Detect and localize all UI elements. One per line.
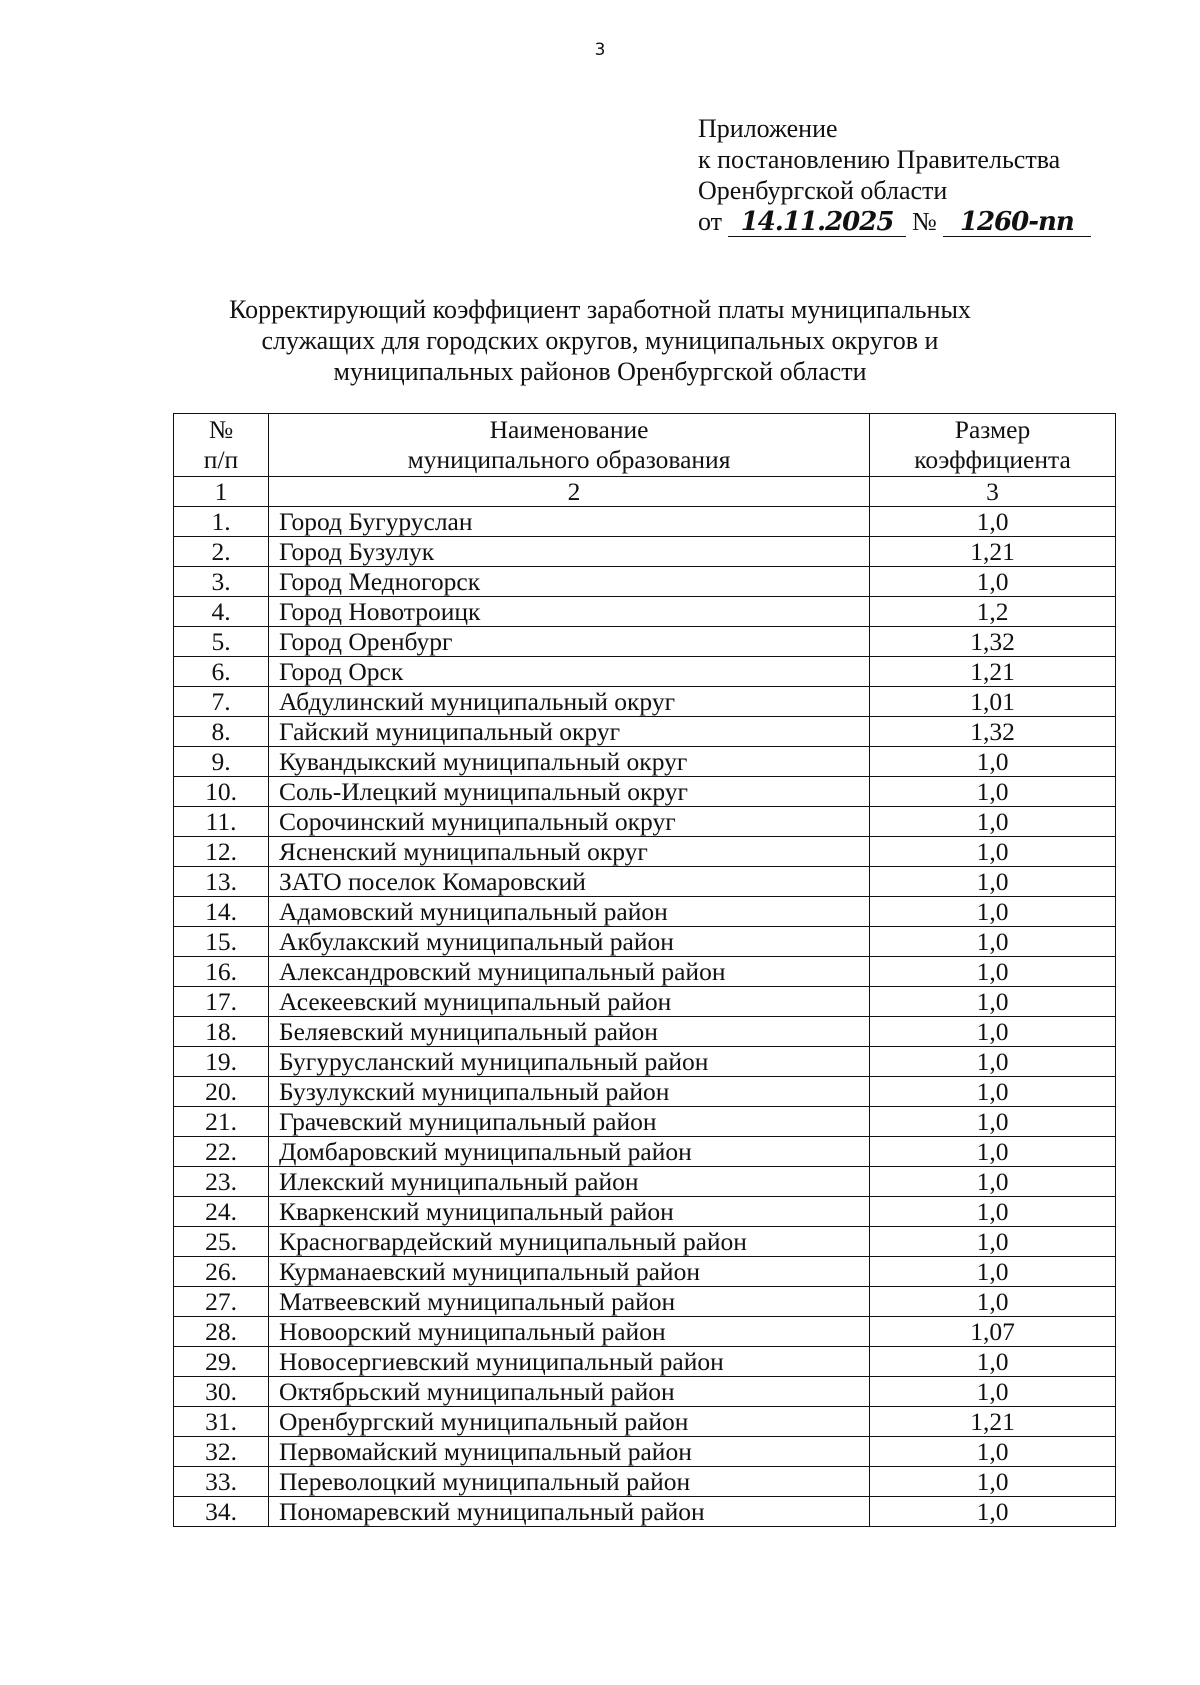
municipality-name-cell: Октябрьский муниципальный район xyxy=(269,1377,870,1407)
coefficient-cell: 1,21 xyxy=(870,537,1116,567)
handwritten-number: 1260-пп xyxy=(943,208,1091,237)
header-coefficient-line-1: Размер xyxy=(954,415,1031,444)
header-number xyxy=(174,414,269,477)
row-number-cell: 21. xyxy=(174,1107,269,1137)
coefficient-cell: 1,0 xyxy=(870,1197,1116,1227)
municipality-name-cell: Абдулинский муниципальный округ xyxy=(269,687,870,717)
table-row xyxy=(174,1077,1116,1107)
table-row xyxy=(174,1167,1116,1197)
row-number-cell: 20. xyxy=(174,1077,269,1107)
municipality-name-cell: Адамовский муниципальный район xyxy=(269,897,870,927)
header-number-line-2: п/п xyxy=(203,445,239,474)
coefficient-cell: 1,0 xyxy=(870,987,1116,1017)
municipality-name-cell: Беляевский муниципальный район xyxy=(269,1017,870,1047)
municipality-name-cell: Красногвардейский муниципальный район xyxy=(269,1227,870,1257)
row-number-cell: 4. xyxy=(174,597,269,627)
coefficient-cell: 1,32 xyxy=(870,627,1116,657)
coefficient-cell: 1,0 xyxy=(870,1077,1116,1107)
table-row xyxy=(174,867,1116,897)
row-number-cell: 10. xyxy=(174,777,269,807)
coefficient-cell: 1,0 xyxy=(870,927,1116,957)
table-row xyxy=(174,567,1116,597)
municipality-name-cell: Город Новотроицк xyxy=(269,597,870,627)
row-number-cell: 6. xyxy=(174,657,269,687)
table-row xyxy=(174,1137,1116,1167)
municipality-name-cell: Пономаревский муниципальный район xyxy=(269,1497,870,1527)
row-number-cell: 3. xyxy=(174,567,269,597)
municipality-name-cell: Матвеевский муниципальный район xyxy=(269,1287,870,1317)
title-line-3: муниципальных районов Оренбургской области xyxy=(333,357,867,386)
coefficient-cell: 1,0 xyxy=(870,897,1116,927)
coefficient-cell: 1,0 xyxy=(870,1047,1116,1077)
table-row xyxy=(174,927,1116,957)
table-row xyxy=(174,747,1116,777)
municipality-name-cell: Сорочинский муниципальный округ xyxy=(269,807,870,837)
table-row xyxy=(174,1107,1116,1137)
row-number-cell: 14. xyxy=(174,897,269,927)
coefficient-cell: 1,0 xyxy=(870,1467,1116,1497)
coefficient-cell: 1,01 xyxy=(870,687,1116,717)
table-row xyxy=(174,1047,1116,1077)
appendix-title: Приложение xyxy=(698,114,838,143)
municipality-name-cell: Новосергиевский муниципальный район xyxy=(269,1347,870,1377)
municipality-name-cell: Город Бугуруслан xyxy=(269,507,870,537)
municipality-name-cell: Оренбургский муниципальный район xyxy=(269,1407,870,1437)
municipality-name-cell: Первомайский муниципальный район xyxy=(269,1437,870,1467)
coefficient-cell: 1,0 xyxy=(870,777,1116,807)
row-number-cell: 15. xyxy=(174,927,269,957)
municipality-name-cell: Ясненский муниципальный округ xyxy=(269,837,870,867)
header-name-line-2: муниципального образования xyxy=(407,445,731,474)
row-number-cell: 30. xyxy=(174,1377,269,1407)
municipality-name-cell: ЗАТО поселок Комаровский xyxy=(269,867,870,897)
coefficient-cell: 1,0 xyxy=(870,867,1116,897)
table-row xyxy=(174,537,1116,567)
row-number-cell: 27. xyxy=(174,1287,269,1317)
coefficient-table xyxy=(173,413,1116,1527)
table-header-row xyxy=(174,414,1116,477)
table-row xyxy=(174,777,1116,807)
coefficient-cell: 1,0 xyxy=(870,1017,1116,1047)
appendix-resolution-line: к постановлению Правительства xyxy=(698,145,1061,174)
row-number-cell: 1. xyxy=(174,507,269,537)
appendix-date-number-line xyxy=(698,206,1168,237)
coefficient-cell: 1,0 xyxy=(870,1137,1116,1167)
coefficient-cell: 1,0 xyxy=(870,507,1116,537)
municipality-name-cell: Курманаевский муниципальный район xyxy=(269,1257,870,1287)
municipality-name-cell: Переволоцкий муниципальный район xyxy=(269,1467,870,1497)
table-row xyxy=(174,987,1116,1017)
table-row xyxy=(174,717,1116,747)
municipality-name-cell: Город Оренбург xyxy=(269,627,870,657)
coefficient-cell: 1,07 xyxy=(870,1317,1116,1347)
table-row xyxy=(174,1437,1116,1467)
table-row xyxy=(174,1017,1116,1047)
coefficient-cell: 1,0 xyxy=(870,807,1116,837)
title-line-1: Корректирующий коэффициент заработной платы муниципальных xyxy=(229,295,971,324)
municipality-name-cell: Бугурусланский муниципальный район xyxy=(269,1047,870,1077)
column-number-cell: 3 xyxy=(870,477,1116,507)
row-number-cell: 8. xyxy=(174,717,269,747)
table-row xyxy=(174,1497,1116,1527)
coefficient-cell: 1,0 xyxy=(870,1347,1116,1377)
row-number-cell: 23. xyxy=(174,1167,269,1197)
table-row xyxy=(174,597,1116,627)
table-row xyxy=(174,627,1116,657)
row-number-cell: 18. xyxy=(174,1017,269,1047)
municipality-name-cell: Асекеевский муниципальный район xyxy=(269,987,870,1017)
from-label: от xyxy=(698,207,723,236)
row-number-cell: 5. xyxy=(174,627,269,657)
row-number-cell: 24. xyxy=(174,1197,269,1227)
municipality-name-cell: Соль-Илецкий муниципальный округ xyxy=(269,777,870,807)
municipality-name-cell: Город Медногорск xyxy=(269,567,870,597)
row-number-cell: 13. xyxy=(174,867,269,897)
municipality-name-cell: Акбулакский муниципальный район xyxy=(269,927,870,957)
header-name-line-1: Наименование xyxy=(489,415,649,444)
row-number-cell: 22. xyxy=(174,1137,269,1167)
table-row xyxy=(174,807,1116,837)
row-number-cell: 32. xyxy=(174,1437,269,1467)
municipality-name-cell: Илекский муниципальный район xyxy=(269,1167,870,1197)
table-row xyxy=(174,1467,1116,1497)
coefficient-cell: 1,32 xyxy=(870,717,1116,747)
table-row xyxy=(174,1377,1116,1407)
row-number-cell: 34. xyxy=(174,1497,269,1527)
coefficient-cell: 1,0 xyxy=(870,567,1116,597)
row-number-cell: 17. xyxy=(174,987,269,1017)
coefficient-cell: 1,21 xyxy=(870,657,1116,687)
page-number: 3 xyxy=(594,40,606,60)
row-number-cell: 9. xyxy=(174,747,269,777)
coefficient-cell: 1,0 xyxy=(870,1167,1116,1197)
row-number-cell: 19. xyxy=(174,1047,269,1077)
coefficient-cell: 1,0 xyxy=(870,837,1116,867)
appendix-region-line: Оренбургской области xyxy=(698,176,948,205)
title-line-2: служащих для городских округов, муниципальных округов и xyxy=(261,326,939,355)
municipality-name-cell: Новоорский муниципальный район xyxy=(269,1317,870,1347)
municipality-name-cell: Кувандыкский муниципальный округ xyxy=(269,747,870,777)
row-number-cell: 2. xyxy=(174,537,269,567)
coefficient-cell: 1,0 xyxy=(870,1257,1116,1287)
column-number-cell: 2 xyxy=(269,477,870,507)
coefficient-cell: 1,21 xyxy=(870,1407,1116,1437)
municipality-name-cell: Бузулукский муниципальный район xyxy=(269,1077,870,1107)
table-row xyxy=(174,1347,1116,1377)
coefficient-cell: 1,2 xyxy=(870,597,1116,627)
row-number-cell: 11. xyxy=(174,807,269,837)
row-number-cell: 7. xyxy=(174,687,269,717)
row-number-cell: 33. xyxy=(174,1467,269,1497)
municipality-name-cell: Город Орск xyxy=(269,657,870,687)
table-row xyxy=(174,1257,1116,1287)
table-row xyxy=(174,1227,1116,1257)
table-row xyxy=(174,1407,1116,1437)
municipality-name-cell: Гайский муниципальный округ xyxy=(269,717,870,747)
municipality-name-cell: Домбаровский муниципальный район xyxy=(269,1137,870,1167)
table-row xyxy=(174,957,1116,987)
header-name xyxy=(269,414,870,477)
coefficient-cell: 1,0 xyxy=(870,1287,1116,1317)
header-coefficient-line-2: коэффициента xyxy=(914,445,1071,474)
coefficient-cell: 1,0 xyxy=(870,1437,1116,1467)
row-number-cell: 25. xyxy=(174,1227,269,1257)
handwritten-date: 14.11.2025 xyxy=(728,208,906,237)
table-row xyxy=(174,657,1116,687)
table-row xyxy=(174,507,1116,537)
table-row xyxy=(174,687,1116,717)
number-label: № xyxy=(912,207,937,236)
table-row xyxy=(174,1317,1116,1347)
column-number-cell: 1 xyxy=(174,477,269,507)
row-number-cell: 31. xyxy=(174,1407,269,1437)
table-row xyxy=(174,897,1116,927)
appendix-block xyxy=(698,113,1168,237)
municipality-name-cell: Грачевский муниципальный район xyxy=(269,1107,870,1137)
row-number-cell: 29. xyxy=(174,1347,269,1377)
row-number-cell: 16. xyxy=(174,957,269,987)
table-row xyxy=(174,837,1116,867)
coefficient-cell: 1,0 xyxy=(870,1107,1116,1137)
coefficient-cell: 1,0 xyxy=(870,1377,1116,1407)
table-row xyxy=(174,1197,1116,1227)
coefficient-cell: 1,0 xyxy=(870,957,1116,987)
row-number-cell: 12. xyxy=(174,837,269,867)
table-row xyxy=(174,1287,1116,1317)
coefficient-cell: 1,0 xyxy=(870,1497,1116,1527)
document-title xyxy=(150,294,1050,387)
row-number-cell: 26. xyxy=(174,1257,269,1287)
row-number-cell: 28. xyxy=(174,1317,269,1347)
column-number-row xyxy=(174,477,1116,507)
municipality-name-cell: Кваркенский муниципальный район xyxy=(269,1197,870,1227)
coefficient-cell: 1,0 xyxy=(870,747,1116,777)
header-coefficient xyxy=(870,414,1116,477)
municipality-name-cell: Город Бузулук xyxy=(269,537,870,567)
coefficient-cell: 1,0 xyxy=(870,1227,1116,1257)
header-number-line-1: № xyxy=(208,415,234,444)
municipality-name-cell: Александровский муниципальный район xyxy=(269,957,870,987)
